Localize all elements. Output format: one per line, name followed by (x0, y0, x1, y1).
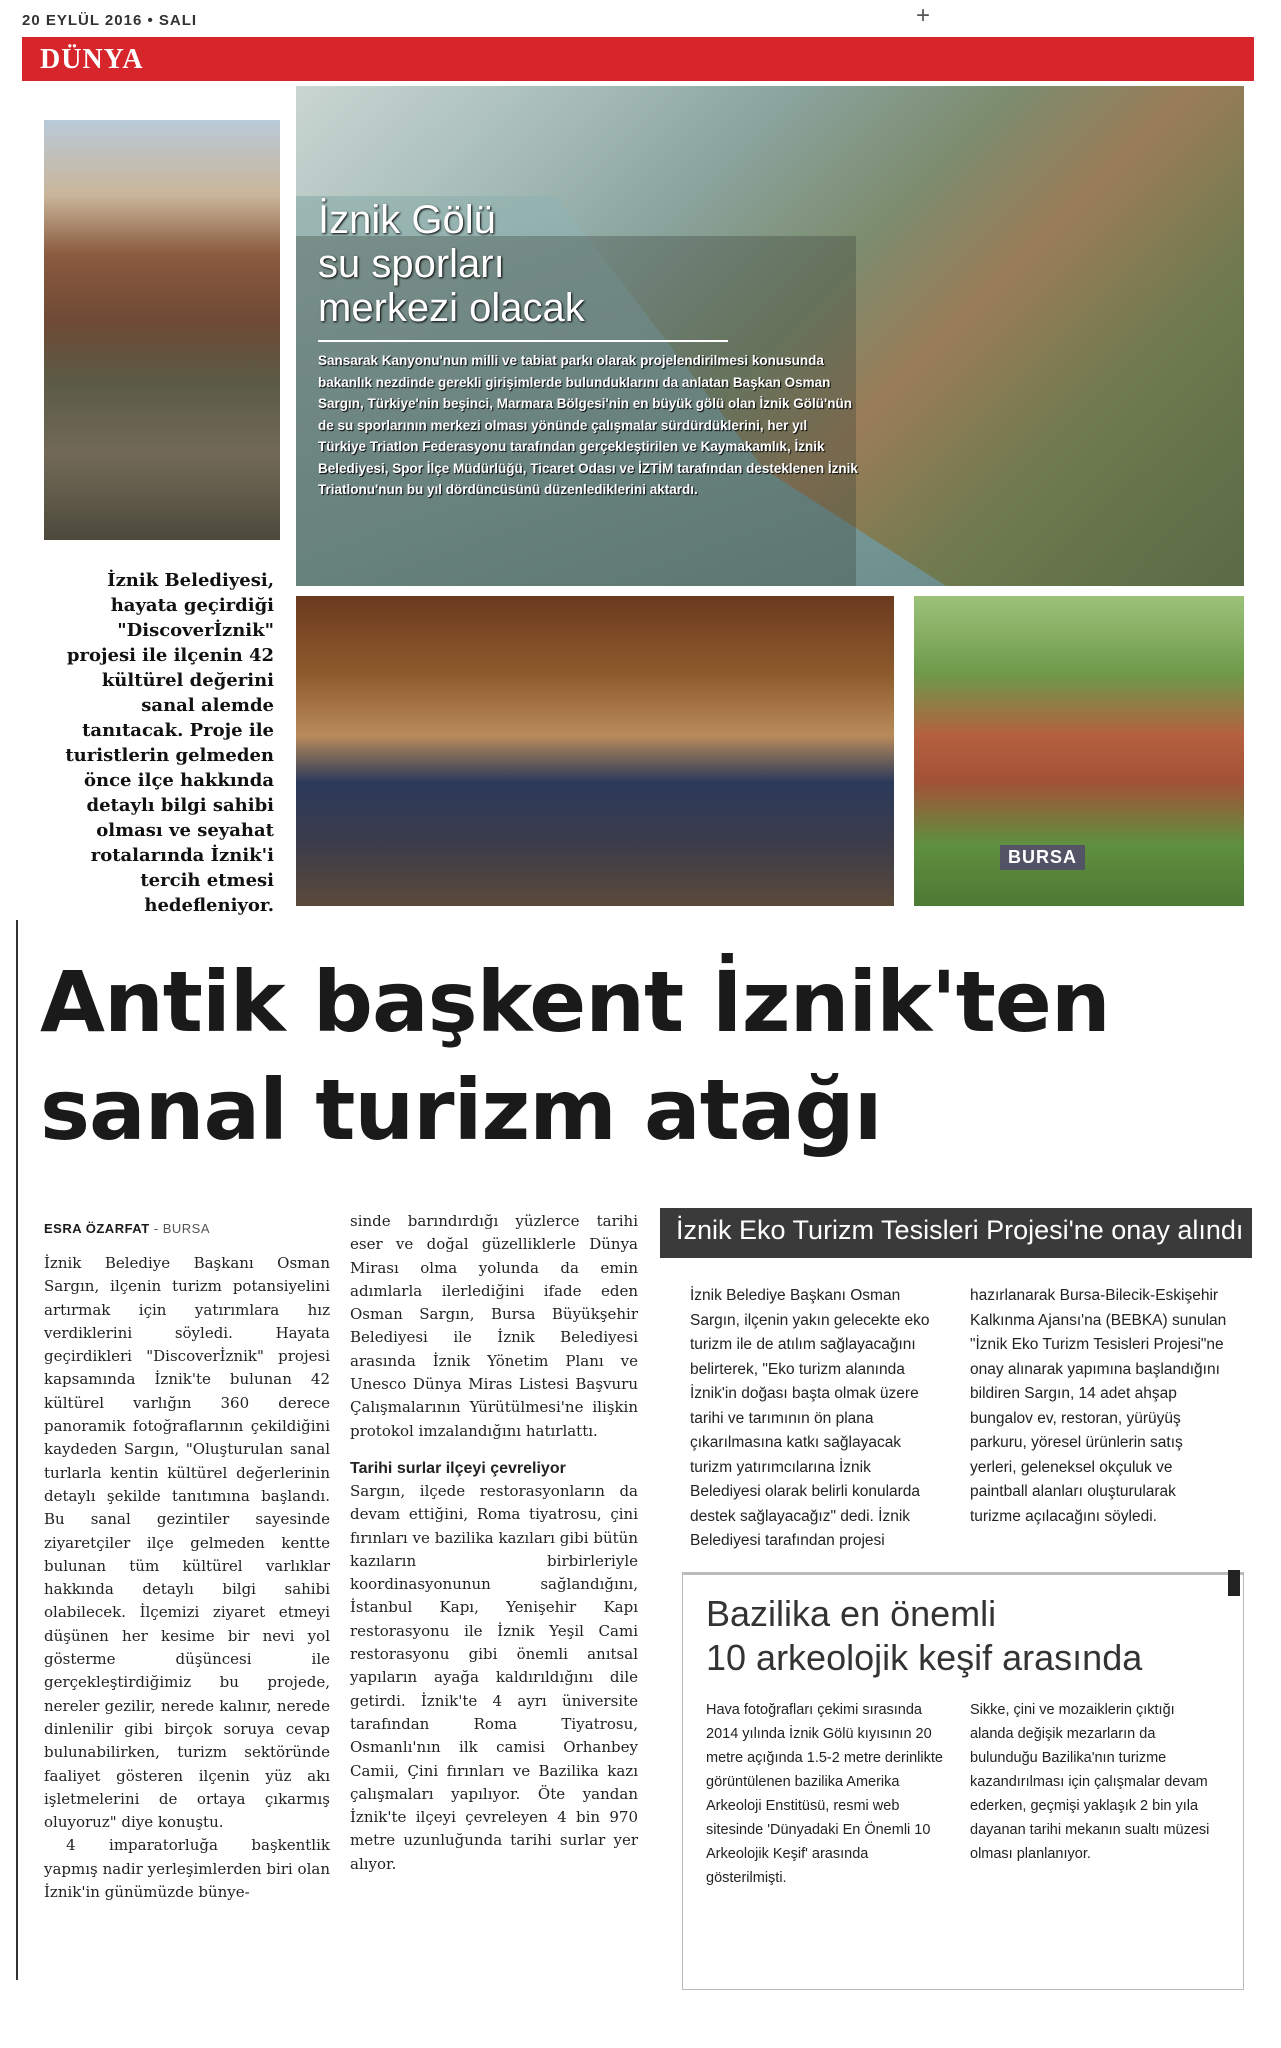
ruins-photo (44, 120, 280, 540)
byline-city: BURSA (162, 1221, 211, 1236)
headline-line: Antik başkent İznik'ten (40, 953, 1110, 1051)
article-column-1 (44, 1252, 330, 1904)
sidebar-title-line: merkezi olacak (318, 286, 585, 330)
bursa-sign: BURSA (1000, 845, 1085, 870)
sidebar-title-line: su sporları (318, 242, 505, 286)
headline-line: sanal turizm atağı (40, 1061, 882, 1159)
eko-title: İznik Eko Turizm Tesisleri Projesi'ne onay alındı (676, 1215, 1244, 1245)
sidebar-divider (318, 340, 728, 342)
issue-date: 20 EYLÜL 2016 • SALI (22, 12, 198, 29)
bazilika-column-1: Hava fotoğrafları çekimi sırasında 2014 yılında İznik Gölü kıyısının 20 metre açığında 1.5-2 metre derinlikte görüntülenen bazilika Amerika Arkeoloji Enstitüsü, resmi web sitesinde 'Dünyadaki En Önemli 10 Arkeolojik Keşif' arasında gösterilmişti. (706, 1702, 943, 1886)
sidebar-feature-body: Sansarak Kanyonu'nun milli ve tabiat parkı olarak projelendirilmesi konusunda bakanlık nezdinde gerekli girişimlerde bulunduklarını da anlatan Başkan Osman Sargın, Türkiye'nin beşinci, Marmara Bölgesi'nin en büyük gölü olan İznik Gölü'nün de su sporlarının merkezi olması yönünde çalışmalar sürdürdüklerini, her yıl Türkiye Triatlon Federasyonu tarafından gerçekleştirilen ve Kaymakamlık, İznik Belediyesi, Spor İlçe Müdürlüğü, Ticaret Odası ve İZTİM tarafından desteklenen İznik Triatlonu'nun bu yıl dördüncüsünü düzenlediklerini aktardı. (318, 353, 858, 497)
bazilika-title-line: 10 arkeolojik keşif arasında (706, 1637, 1143, 1678)
box-corner-mark (1228, 1570, 1240, 1596)
bazilika-column-2: Sikke, çini ve mozaiklerin çıktığı alanda değişik mezarların da bulunduğu Bazilika'nın turizme kazandırılması için çalışmalar devam ederken, geçmişi yaklaşık 2 bin yıla dayanan tarihi mekanın sualtı müzesi olması planlanıyor. (970, 1702, 1210, 1862)
sidebar-feature-title (318, 198, 738, 330)
bazilika-title-line: Bazilika en önemli (706, 1593, 997, 1634)
article-subheading: Tarihi surlar ilçeyi çevreliyor (350, 1459, 566, 1477)
headline (40, 948, 1250, 1164)
article-paragraph: sinde barındırdığı yüzlerce tarihi eser ve doğal güzelliklerle Dünya Mirası olma yolunda da emin adımlarla ilerlediğini ifade eden Osman Sargın, Bursa Büyükşehir Belediyesi ile İznik Belediyesi arasında İznik Yönetim Planı ve Unesco Dünya Miras Listesi Başvuru Çalışmalarının Yürütülmesi'ne ilişkin protokol imzalandığını hatırlattı. (350, 1212, 638, 1440)
section-title: DÜNYA (40, 44, 144, 75)
photo-caption: İznik Belediyesi, hayata geçirdiği "Discoverİznik" projesi ile ilçenin 42 kültürel değerini sanal alemde tanıtacak. Proje ile turistlerin gelmeden önce ilçe hakkında detaylı bilgi sahibi olması ve seyahat rotalarında İznik'i tercih etmesi hedefleniyor. (65, 570, 274, 916)
bazilika-title (706, 1592, 1206, 1680)
article-paragraph: Sargın, ilçede restorasyonların da devam ettiğini, Roma tiyatrosu, çini fırınları ve bazilika kazıları gibi bütün kazıların birbirleriyle koordinasyonunun sağlandığını, İstanbul Kapı, Yenişehir Kapı restorasyonu ile İznik Yeşil Cami restorasyonu gibi önemli anıtsal yapıların ayağa kaldırıldığını dile getirdi. İznik'te 4 ayrı üniversite tarafından Roma Tiyatrosu, Osmanlı'nın ilk camisi Orhanbey Camii, Çini fırınları ve Bazilika kazı çalışmaları yapılıyor. Öte yandan İznik'te ilçeyi çevreleyen 4 bin 970 metre uzunluğunda tarihi surlar yer alıyor. (350, 1481, 638, 1873)
sidebar-title-line: İznik Gölü (318, 198, 496, 242)
article-paragraph: İznik Belediye Başkanı Osman Sargın, ilçenin turizm potansiyelini artırmak için yatırımlara hız verdiklerini söyledi. Hayata geçirdikleri "Discoverİznik" projesi kapsamında İznik'te bulunan 42 kültürel varlığın 360 derece panoramik fotoğraflarının çekildiğini kaydeden Sargın, "Oluşturulan sanal turlarla kentin kültürel değerlerinin detaylı şekilde tanıtımına başlandı. Bu sanal gezintiler sayesinde ziyaretçiler ilçe gelmeden kentte bulunan tüm kültürel varlıklar hakkında detaylı bilgi sahibi olabilecek. İlçemizi ziyaret etmeyi düşünen her kesime bir nevi yol gösterme düşüncesi ile gerçekleştirdiğimiz bu projede, nereler gezilir, nerede kalınır, nerede dinlenilir gibi birçok soruya cevap bulunabilirken, turizm sektöründe faaliyet gösteren ilçenin yüz akı işletmelerini de ortaya çıkarmış oluyoruz" diye konuştu. (44, 1254, 330, 1832)
crop-mark: + (916, 2, 931, 29)
article-paragraph: 4 imparatorluğa başkentlik yapmış nadir yerleşimlerden biri olan İznik'in günümüzde bünye- (44, 1836, 330, 1902)
eko-column-1: İznik Belediye Başkanı Osman Sargın, ilçenin yakın gelecekte eko turizm ile de atılım sağlayacağını belirterek, "Eko turizm alanında İznik'in doğası başta olmak üzere tarihi ve tarımının ön plana çıkarılmasına katkı sağlayacak turizm yatırımcılarına İznik Belediyesi olarak belirli konularda destek sağlayacağız" dedi. İznik Belediyesi tarafından projesi (690, 1287, 930, 1549)
left-rule (16, 920, 18, 1980)
eko-column-2: hazırlanarak Bursa-Bilecik-Eskişehir Kalkınma Ajansı'na (BEBKA) sunulan "İznik Eko Turizm Tesisleri Projesi"ne onay alınarak yapımına başlandığını bildiren Sargın, 14 adet ahşap bungalov ev, restoran, yürüyüş parkuru, yöresel ürünlerin satış yerleri, geleneksel okçuluk ve paintball alanları oluşturularak turizme açılacağını söyledi. (970, 1287, 1227, 1525)
byline (44, 1221, 210, 1236)
byline-author: ESRA ÖZARFAT (44, 1221, 150, 1236)
article-column-2 (350, 1210, 638, 1876)
visit-photo (296, 596, 894, 906)
aerial-lake-photo (296, 86, 1244, 586)
byline-separator: - (149, 1221, 163, 1236)
section-bar (22, 37, 1254, 81)
